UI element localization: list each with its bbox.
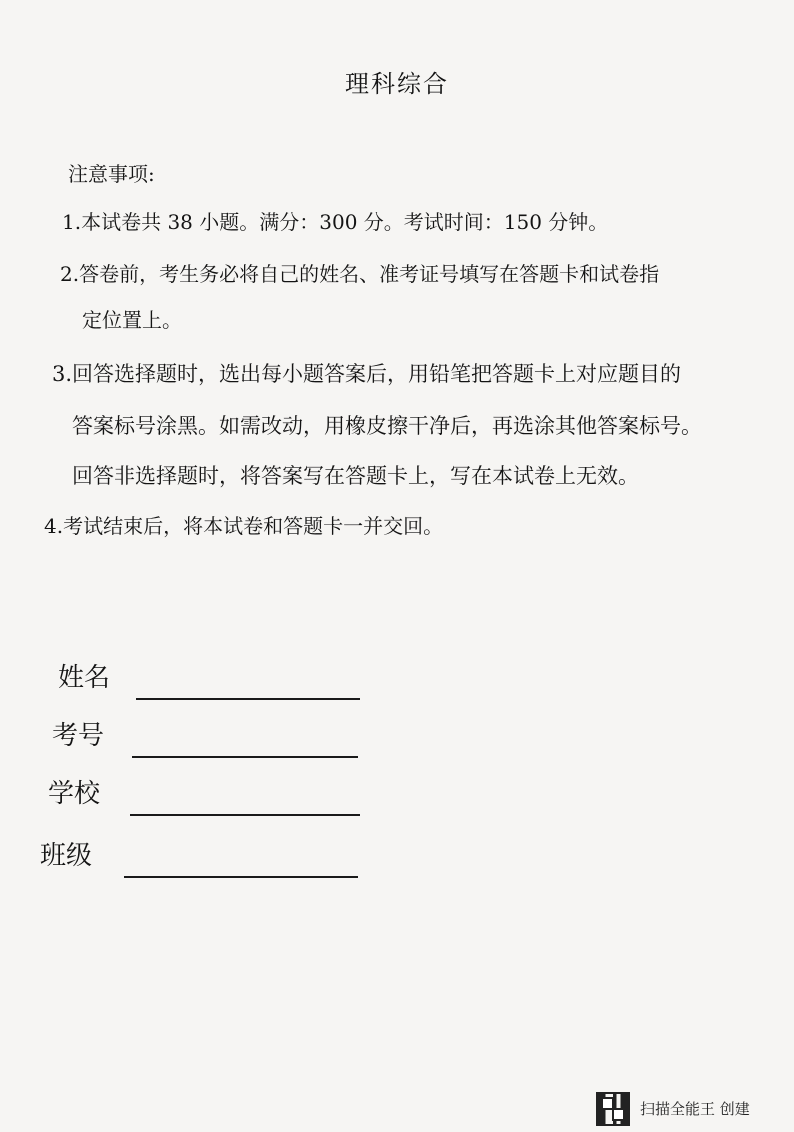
notice-item-3-cont2: 回答非选择题时，将答案写在答题卡上，写在本试卷上无效。 [72, 464, 639, 488]
scanner-watermark-text: 扫描全能王 创建 [640, 1100, 750, 1118]
exam-number-field [52, 718, 362, 758]
name-blank[interactable] [136, 698, 360, 700]
class-blank[interactable] [124, 876, 358, 878]
scanner-watermark [596, 1092, 786, 1132]
class-field [40, 838, 370, 878]
exam-number-blank[interactable] [132, 756, 358, 758]
exam-number-label: 考号 [52, 721, 105, 751]
name-field [58, 660, 368, 700]
notice-item-2: 2.答卷前，考生务必将自己的姓名、准考证号填写在答题卡和试卷指 [60, 262, 660, 286]
notice-item-2-cont: 定位置上。 [82, 308, 182, 332]
notice-item-4: 4.考试结束后，将本试卷和答题卡一并交回。 [44, 514, 444, 538]
notice-item-3: 3.回答选择题时，选出每小题答案后，用铅笔把答题卡上对应题目的 [52, 362, 682, 386]
school-label: 学校 [48, 779, 101, 809]
qr-code-icon [596, 1092, 630, 1126]
notice-item-1: 1.本试卷共 38 小题。满分：300 分。考试时间：150 分钟。 [62, 210, 609, 234]
notice-heading: 注意事项: [68, 162, 155, 186]
school-blank[interactable] [130, 814, 360, 816]
class-label: 班级 [40, 841, 93, 871]
name-label: 姓名 [58, 663, 111, 693]
school-field [48, 776, 368, 816]
notice-item-3-cont: 答案标号涂黑。如需改动，用橡皮擦干净后，再选涂其他答案标号。 [72, 414, 702, 438]
page-title: 理科综合 [345, 70, 449, 98]
